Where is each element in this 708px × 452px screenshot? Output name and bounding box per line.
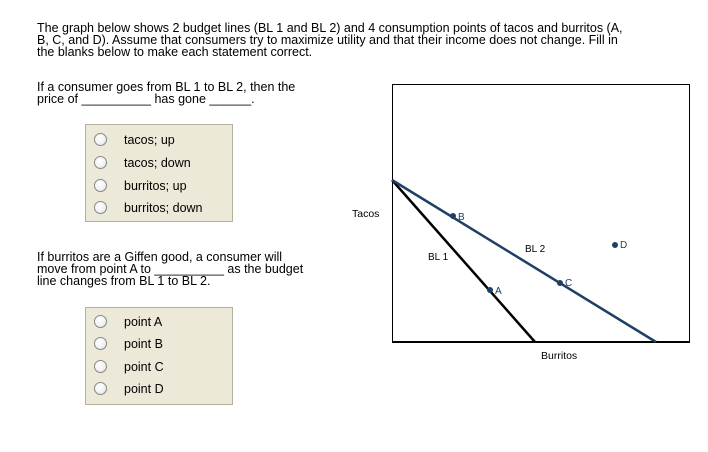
radio-button[interactable] <box>94 337 107 350</box>
point-d-marker <box>612 242 618 248</box>
part2-prompt <box>37 251 337 287</box>
bl2-label: BL 2 <box>525 244 546 255</box>
graph-frame <box>393 85 690 342</box>
option-label: burritos; down <box>124 200 203 215</box>
part2-option-4[interactable] <box>94 380 164 397</box>
part1-line-2: price of __________ has gone ______. <box>37 92 255 106</box>
part2-options <box>85 307 233 405</box>
radio-button[interactable] <box>94 201 107 214</box>
option-label: tacos; up <box>124 132 175 147</box>
point-c-label: C <box>565 278 573 289</box>
part1-option-3[interactable] <box>94 177 187 194</box>
point-a-marker <box>487 287 493 293</box>
point-b-marker <box>450 213 456 219</box>
part1-option-1[interactable] <box>94 131 175 148</box>
option-label: point B <box>124 336 163 351</box>
intro-line-1: The graph below shows 2 budget lines (BL 1 and BL 2) and 4 consumption points of tacos and burritos (A, <box>37 21 623 35</box>
part2-option-2[interactable] <box>94 335 163 352</box>
point-b-label: B <box>458 212 465 223</box>
part1-option-4[interactable] <box>94 199 203 216</box>
radio-button[interactable] <box>94 133 107 146</box>
radio-button[interactable] <box>94 315 107 328</box>
bl1-label: BL 1 <box>428 252 449 263</box>
part1-prompt <box>37 81 337 105</box>
y-axis-label: Tacos <box>352 208 380 220</box>
option-label: point D <box>124 381 164 396</box>
part1-line-1: If a consumer goes from BL 1 to BL 2, then the <box>37 80 296 94</box>
part1-option-2[interactable] <box>94 154 191 171</box>
part2-option-1[interactable] <box>94 313 162 330</box>
part2-line-1: If burritos are a Giffen good, a consumer will <box>37 250 283 264</box>
part2-option-3[interactable] <box>94 358 164 375</box>
part1-options <box>85 124 233 222</box>
question-intro <box>37 22 697 58</box>
intro-line-3: the blanks below to make each statement correct. <box>37 45 313 59</box>
option-label: burritos; up <box>124 178 187 193</box>
point-c-marker <box>557 280 563 286</box>
point-a-label: A <box>495 286 502 297</box>
part2-line-2: move from point A to __________ as the budget <box>37 262 304 276</box>
radio-button[interactable] <box>94 360 107 373</box>
part2-line-3: line changes from BL 1 to BL 2. <box>37 274 211 288</box>
option-label: point C <box>124 359 164 374</box>
budget-line-graph <box>340 80 700 380</box>
radio-button[interactable] <box>94 179 107 192</box>
radio-button[interactable] <box>94 156 107 169</box>
point-d-label: D <box>620 240 628 251</box>
option-label: tacos; down <box>124 155 191 170</box>
option-label: point A <box>124 314 163 329</box>
radio-button[interactable] <box>94 382 107 395</box>
intro-line-2: B, C, and D). Assume that consumers try to maximize utility and that their income does not change. Fill in <box>37 33 618 47</box>
x-axis-label: Burritos <box>541 350 578 362</box>
